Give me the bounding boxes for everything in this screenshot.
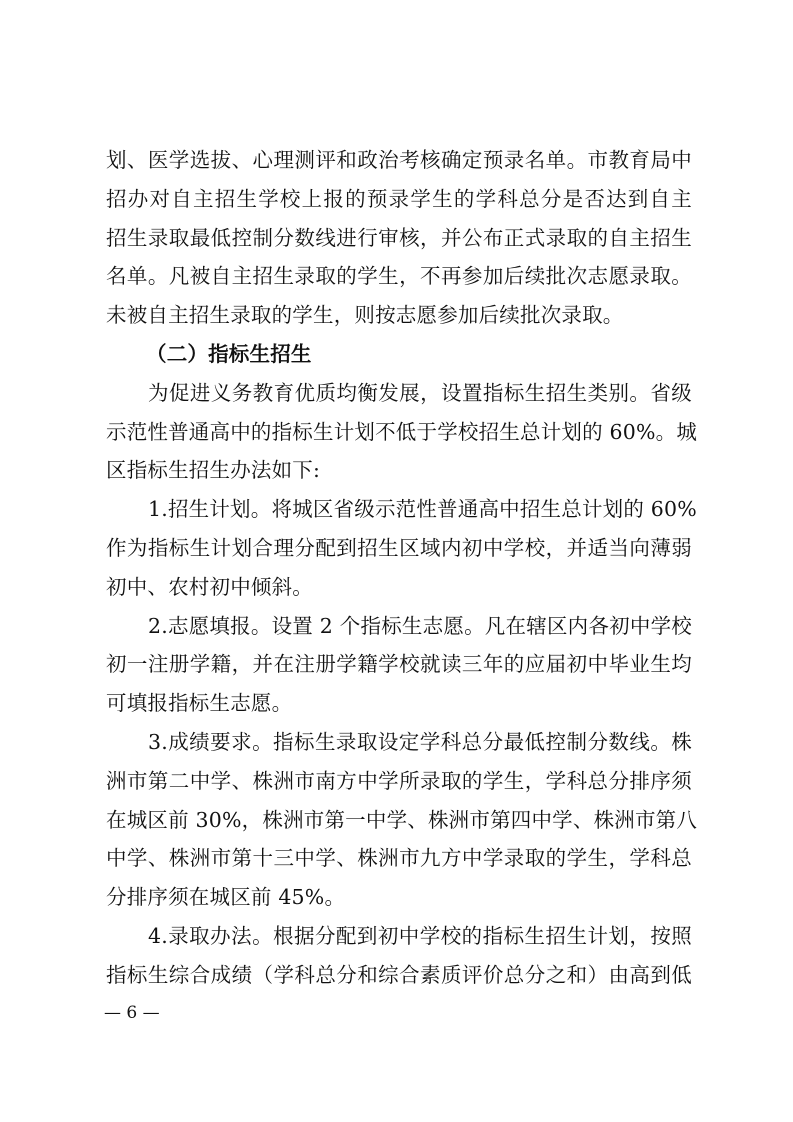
paragraph-line: 指标生综合成绩（学科总分和综合素质评价总分之和）由高到低 bbox=[106, 962, 692, 987]
paragraph-line: 未被自主招生录取的学生，则按志愿参加后续批次录取。 bbox=[106, 303, 624, 328]
document-body bbox=[106, 141, 698, 995]
paragraph-line: 名单。凡被自主招生录取的学生，不再参加后续批次志愿录取。 bbox=[106, 264, 692, 289]
paragraph-line: 招办对自主招生学校上报的预录学生的学科总分是否达到自主 bbox=[106, 186, 692, 211]
section-heading: （二）指标生招生 bbox=[146, 341, 312, 366]
paragraph-line: 1.招生计划。将城区省级示范性普通高中招生总计划的 60% bbox=[148, 497, 697, 522]
paragraph-line: 作为指标生计划合理分配到招生区域内初中学校，并适当向薄弱 bbox=[106, 535, 692, 560]
paragraph-line: 中学、株洲市第十三中学、株洲市九方中学录取的学生，学科总 bbox=[106, 846, 692, 871]
paragraph-line: 可填报指标生志愿。 bbox=[106, 691, 293, 716]
page-number: — 6 — bbox=[104, 1003, 160, 1023]
paragraph-line: 3.成绩要求。指标生录取设定学科总分最低控制分数线。株 bbox=[148, 729, 692, 754]
paragraph-line: 洲市第二中学、株洲市南方中学所录取的学生，学科总分排序须 bbox=[106, 768, 692, 793]
paragraph-line: 2.志愿填报。设置 2 个指标生志愿。凡在辖区内各初中学校 bbox=[148, 613, 692, 638]
paragraph-line: 初中、农村初中倾斜。 bbox=[106, 574, 313, 599]
paragraph-line: 为促进义务教育优质均衡发展，设置指标生招生类别。省级 bbox=[148, 380, 692, 405]
paragraph-line: 在城区前 30%，株洲市第一中学、株洲市第四中学、株洲市第八 bbox=[106, 807, 698, 832]
paragraph-line: 分排序须在城区前 45%。 bbox=[106, 885, 346, 910]
paragraph-line: 区指标生招生办法如下: bbox=[106, 458, 321, 483]
paragraph-line: 示范性普通高中的指标生计划不低于学校招生总计划的 60%。城 bbox=[106, 419, 698, 444]
paragraph-line: 招生录取最低控制分数线进行审核，并公布正式录取的自主招生 bbox=[106, 225, 692, 250]
paragraph-line: 4.录取办法。根据分配到初中学校的指标生招生计划，按照 bbox=[148, 923, 692, 948]
paragraph-line: 划、医学选拔、心理测评和政治考核确定预录名单。市教育局中 bbox=[106, 148, 692, 172]
paragraph-line: 初一注册学籍，并在注册学籍学校就读三年的应届初中毕业生均 bbox=[106, 652, 692, 677]
